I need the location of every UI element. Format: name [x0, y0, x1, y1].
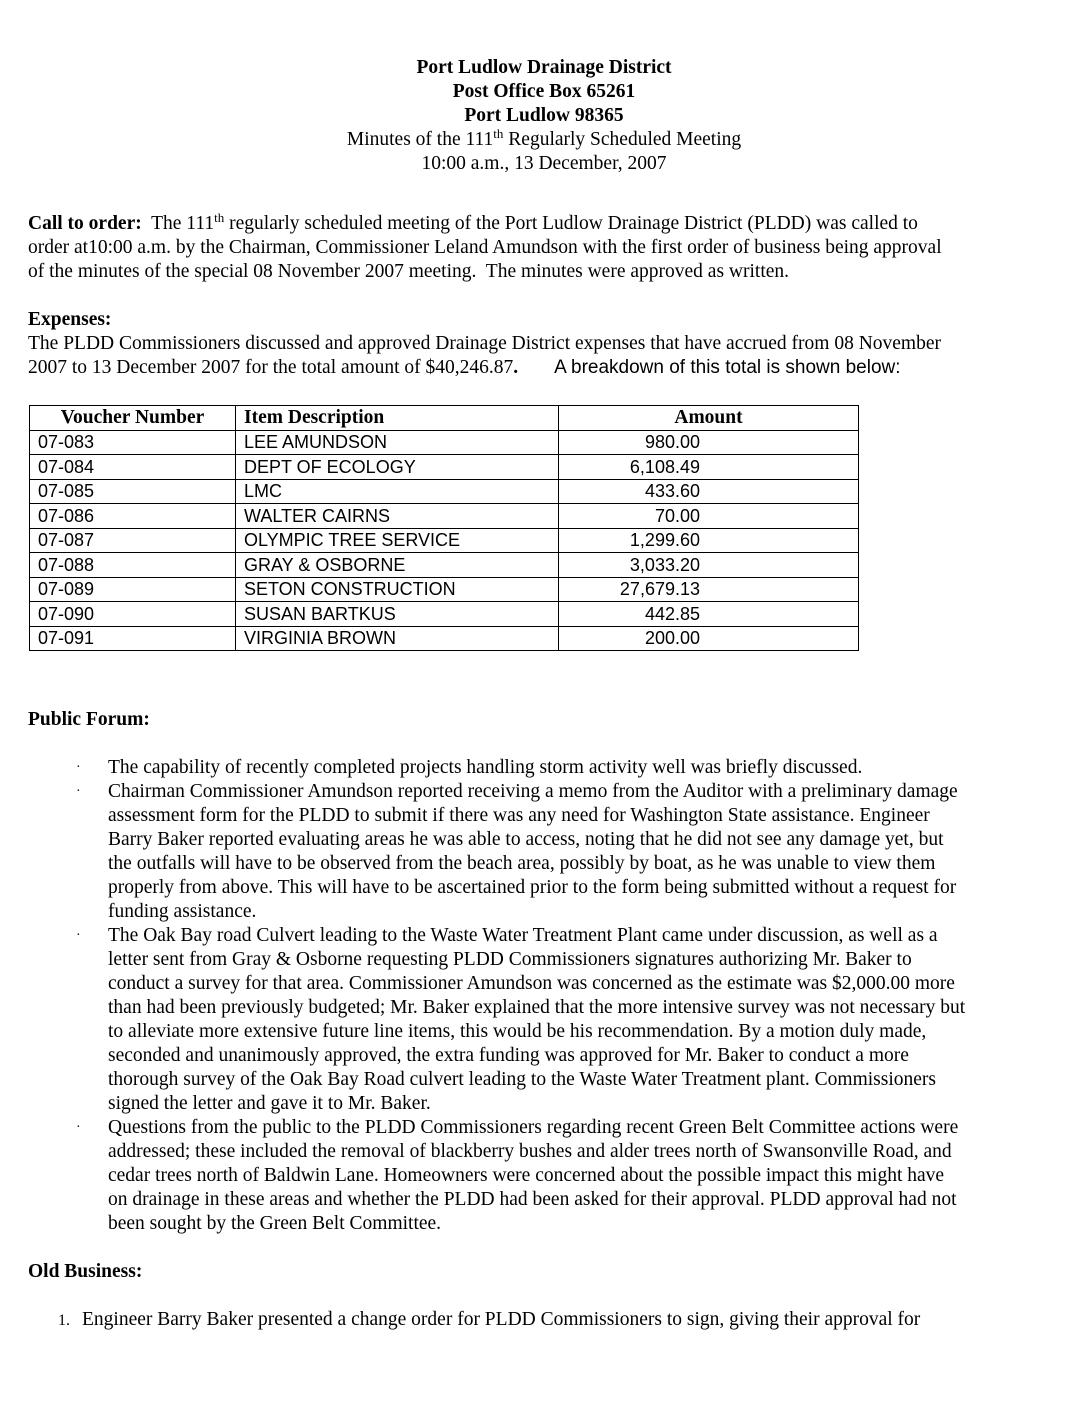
amount-cell: 980.00 — [559, 430, 859, 455]
item-cell: OLYMPIC TREE SERVICE — [236, 528, 559, 553]
voucher-cell: 07-088 — [30, 553, 236, 578]
list-item: · Questions from the public to the PLDD Commissioners regarding recent Green Belt Committee actions were addressed; these included the removal of blackberry bushes and alder trees north of Swansonville Road, and cedar trees north of Baldwin Lane. Homeowners were concerned about the possible impact this might have on drainage in these areas and whether the PLDD had been asked for their approval. PLDD approval had not been sought by the Green Belt Committee. — [76, 1117, 959, 1234]
voucher-cell: 07-086 — [30, 504, 236, 529]
list-item: 1. Engineer Barry Baker presented a change order for PLDD Commissioners to sign, giving their approval for — [0, 1308, 1060, 1332]
amount-cell: 70.00 — [559, 504, 859, 529]
bullet-icon: · — [76, 760, 81, 775]
public-forum-list — [0, 756, 1060, 1236]
amount-cell: 6,108.49 — [559, 455, 859, 480]
table-row — [30, 553, 859, 578]
po-box: Post Office Box 65261 — [452, 81, 636, 102]
call-to-order-line3: of the minutes of the special 08 November 2007 meeting. The minutes were approved as written. — [28, 261, 790, 282]
column-header-item: Item Description — [236, 406, 559, 431]
item-cell: SETON CONSTRUCTION — [236, 577, 559, 602]
table-row — [30, 479, 859, 504]
old-business-heading — [28, 1260, 1063, 1284]
call-to-order-line1: Call to order: The 111th regularly scheduled meeting of the Port Ludlow Drainage District (PLDD) was called to — [28, 210, 918, 234]
bullet-icon: · — [76, 1120, 81, 1135]
expenses-table — [29, 405, 859, 651]
meeting-datetime: 10:00 a.m., 13 December, 2007 — [421, 153, 667, 174]
amount-cell: 27,679.13 — [559, 577, 859, 602]
voucher-cell: 07-084 — [30, 455, 236, 480]
voucher-cell: 07-091 — [30, 626, 236, 651]
amount-cell: 442.85 — [559, 602, 859, 627]
old-business-list — [0, 1308, 1060, 1332]
voucher-cell: 07-087 — [30, 528, 236, 553]
voucher-cell: 07-089 — [30, 577, 236, 602]
amount-cell: 1,299.60 — [559, 528, 859, 553]
list-item: · The Oak Bay road Culvert leading to the Waste Water Treatment Plant came under discussion, as well as a letter sent from Gray & Osborne requesting PLDD Commissioners signatures authorizing Mr. Baker to conduct a survey for that area. Commissioner Amundson was concerned as the estimate was $2,000.00 more than had been previously budgeted; Mr. Baker explained that the more intensive survey was not necessary but to alleviate more extensive future line items, this would be his recommendation. By a motion duly made, seconded and unanimously approved, the extra funding was approved for Mr. Baker to conduct a more thorough survey of the Oak Bay Road culvert leading to the Waste Water Treatment plant. Commissioners signed the letter and gave it to Mr. Baker. — [76, 925, 966, 1114]
amount-cell: 3,033.20 — [559, 553, 859, 578]
list-item: · The capability of recently completed projects handling storm activity well was briefly discussed. — [76, 757, 863, 778]
voucher-cell: 07-085 — [30, 479, 236, 504]
voucher-cell: 07-083 — [30, 430, 236, 455]
item-cell: DEPT OF ECOLOGY — [236, 455, 559, 480]
public-forum-heading — [28, 708, 1063, 732]
call-to-order-line2: order at10:00 a.m. by the Chairman, Commissioner Leland Amundson with the first order of business being approval — [28, 237, 942, 258]
expenses-section — [28, 308, 1063, 380]
meeting-title: Minutes of the 111th Regularly Scheduled Meeting — [346, 126, 742, 150]
item-cell: LMC — [236, 479, 559, 504]
city-zip: Port Ludlow 98365 — [464, 105, 624, 126]
call-to-order-label: Call to order: — [28, 213, 142, 234]
item-cell: GRAY & OSBORNE — [236, 553, 559, 578]
expenses-label: Expenses: — [28, 309, 112, 330]
table-row — [30, 577, 859, 602]
expenses-line1: The PLDD Commissioners discussed and approved Drainage District expenses that have accrued from 08 November — [28, 333, 941, 354]
item-cell: VIRGINIA BROWN — [236, 626, 559, 651]
amount-cell: 200.00 — [559, 626, 859, 651]
list-item: · Chairman Commissioner Amundson reported receiving a memo from the Auditor with a preliminary damage assessment form for the PLDD to submit if there was any need for Washington State assistance. Engineer Barry Baker reported evaluating areas he was able to access, noting that he did not see any damage yet, but the outfalls will have to be observed from the beach area, possibly by boat, as he was unable to view them properly from above. This will have to be ascertained prior to the form being submitted without a request for funding assistance. — [76, 781, 958, 922]
table-row — [30, 455, 859, 480]
column-header-amount: Amount — [559, 406, 859, 431]
table-row — [30, 430, 859, 455]
public-forum-label: Public Forum: — [28, 709, 150, 730]
item-cell: LEE AMUNDSON — [236, 430, 559, 455]
bullet-icon: · — [76, 784, 81, 799]
table-header-row — [30, 406, 859, 431]
table-row — [30, 504, 859, 529]
table-row — [30, 528, 859, 553]
item-cell: SUSAN BARTKUS — [236, 602, 559, 627]
call-to-order-section — [28, 212, 1063, 284]
column-header-voucher: Voucher Number — [30, 406, 236, 431]
amount-cell: 433.60 — [559, 479, 859, 504]
document-header — [0, 56, 1088, 176]
table-row — [30, 602, 859, 627]
table-row — [30, 626, 859, 651]
item-number: 1. — [58, 1312, 70, 1329]
voucher-cell: 07-090 — [30, 602, 236, 627]
expenses-line2: 2007 to 13 December 2007 for the total amount of $40,246.87. A breakdown of this total is shown below: — [28, 357, 901, 378]
old-business-label: Old Business: — [28, 1261, 143, 1282]
org-name: Port Ludlow Drainage District — [416, 57, 672, 78]
bullet-icon: · — [76, 928, 81, 943]
item-cell: WALTER CAIRNS — [236, 504, 559, 529]
